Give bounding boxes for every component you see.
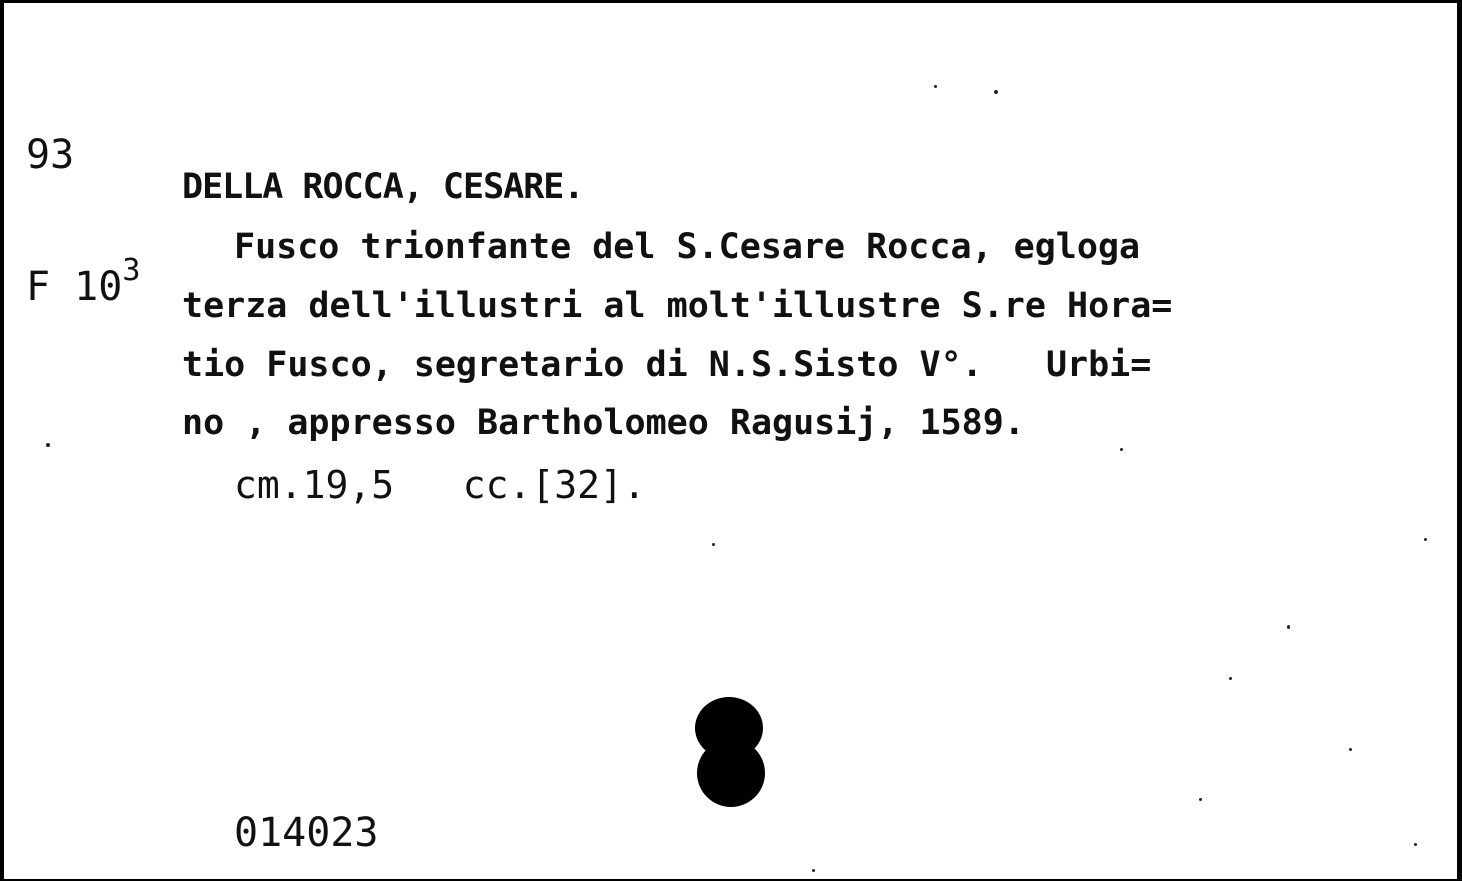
accession-number: 014023 — [234, 810, 379, 856]
speck — [46, 443, 50, 447]
shelfmark — [26, 45, 140, 401]
shelfmark-line-2-text: F 10 — [26, 264, 123, 310]
speck — [934, 85, 937, 88]
shelfmark-superscript: 3 — [122, 253, 141, 288]
punch-hole-bottom — [697, 739, 765, 807]
physical-description: cm.19,5 cc.[32]. — [234, 463, 646, 507]
speck — [1424, 538, 1427, 541]
speck — [1349, 748, 1352, 751]
title-line-4: no , appresso Bartholomeo Ragusij, 1589. — [182, 403, 1025, 443]
speck — [1287, 625, 1290, 629]
title-line-1: Fusco trionfante del S.Cesare Rocca, egloga — [234, 227, 1141, 267]
shelfmark-line-1: 93 — [26, 132, 75, 178]
speck — [1414, 843, 1417, 846]
speck — [812, 869, 815, 872]
speck — [712, 543, 715, 546]
speck — [1199, 798, 1202, 801]
speck — [1229, 677, 1232, 680]
title-line-3: tio Fusco, segretario di N.S.Sisto V°. Urbi= — [182, 345, 1152, 385]
speck — [1120, 448, 1123, 451]
shelfmark-line-2 — [26, 253, 141, 313]
speck — [994, 90, 998, 94]
heading-author: DELLA ROCCA, CESARE. — [182, 167, 584, 207]
title-line-2: terza dell'illustri al molt'illustre S.re Hora= — [182, 286, 1173, 326]
